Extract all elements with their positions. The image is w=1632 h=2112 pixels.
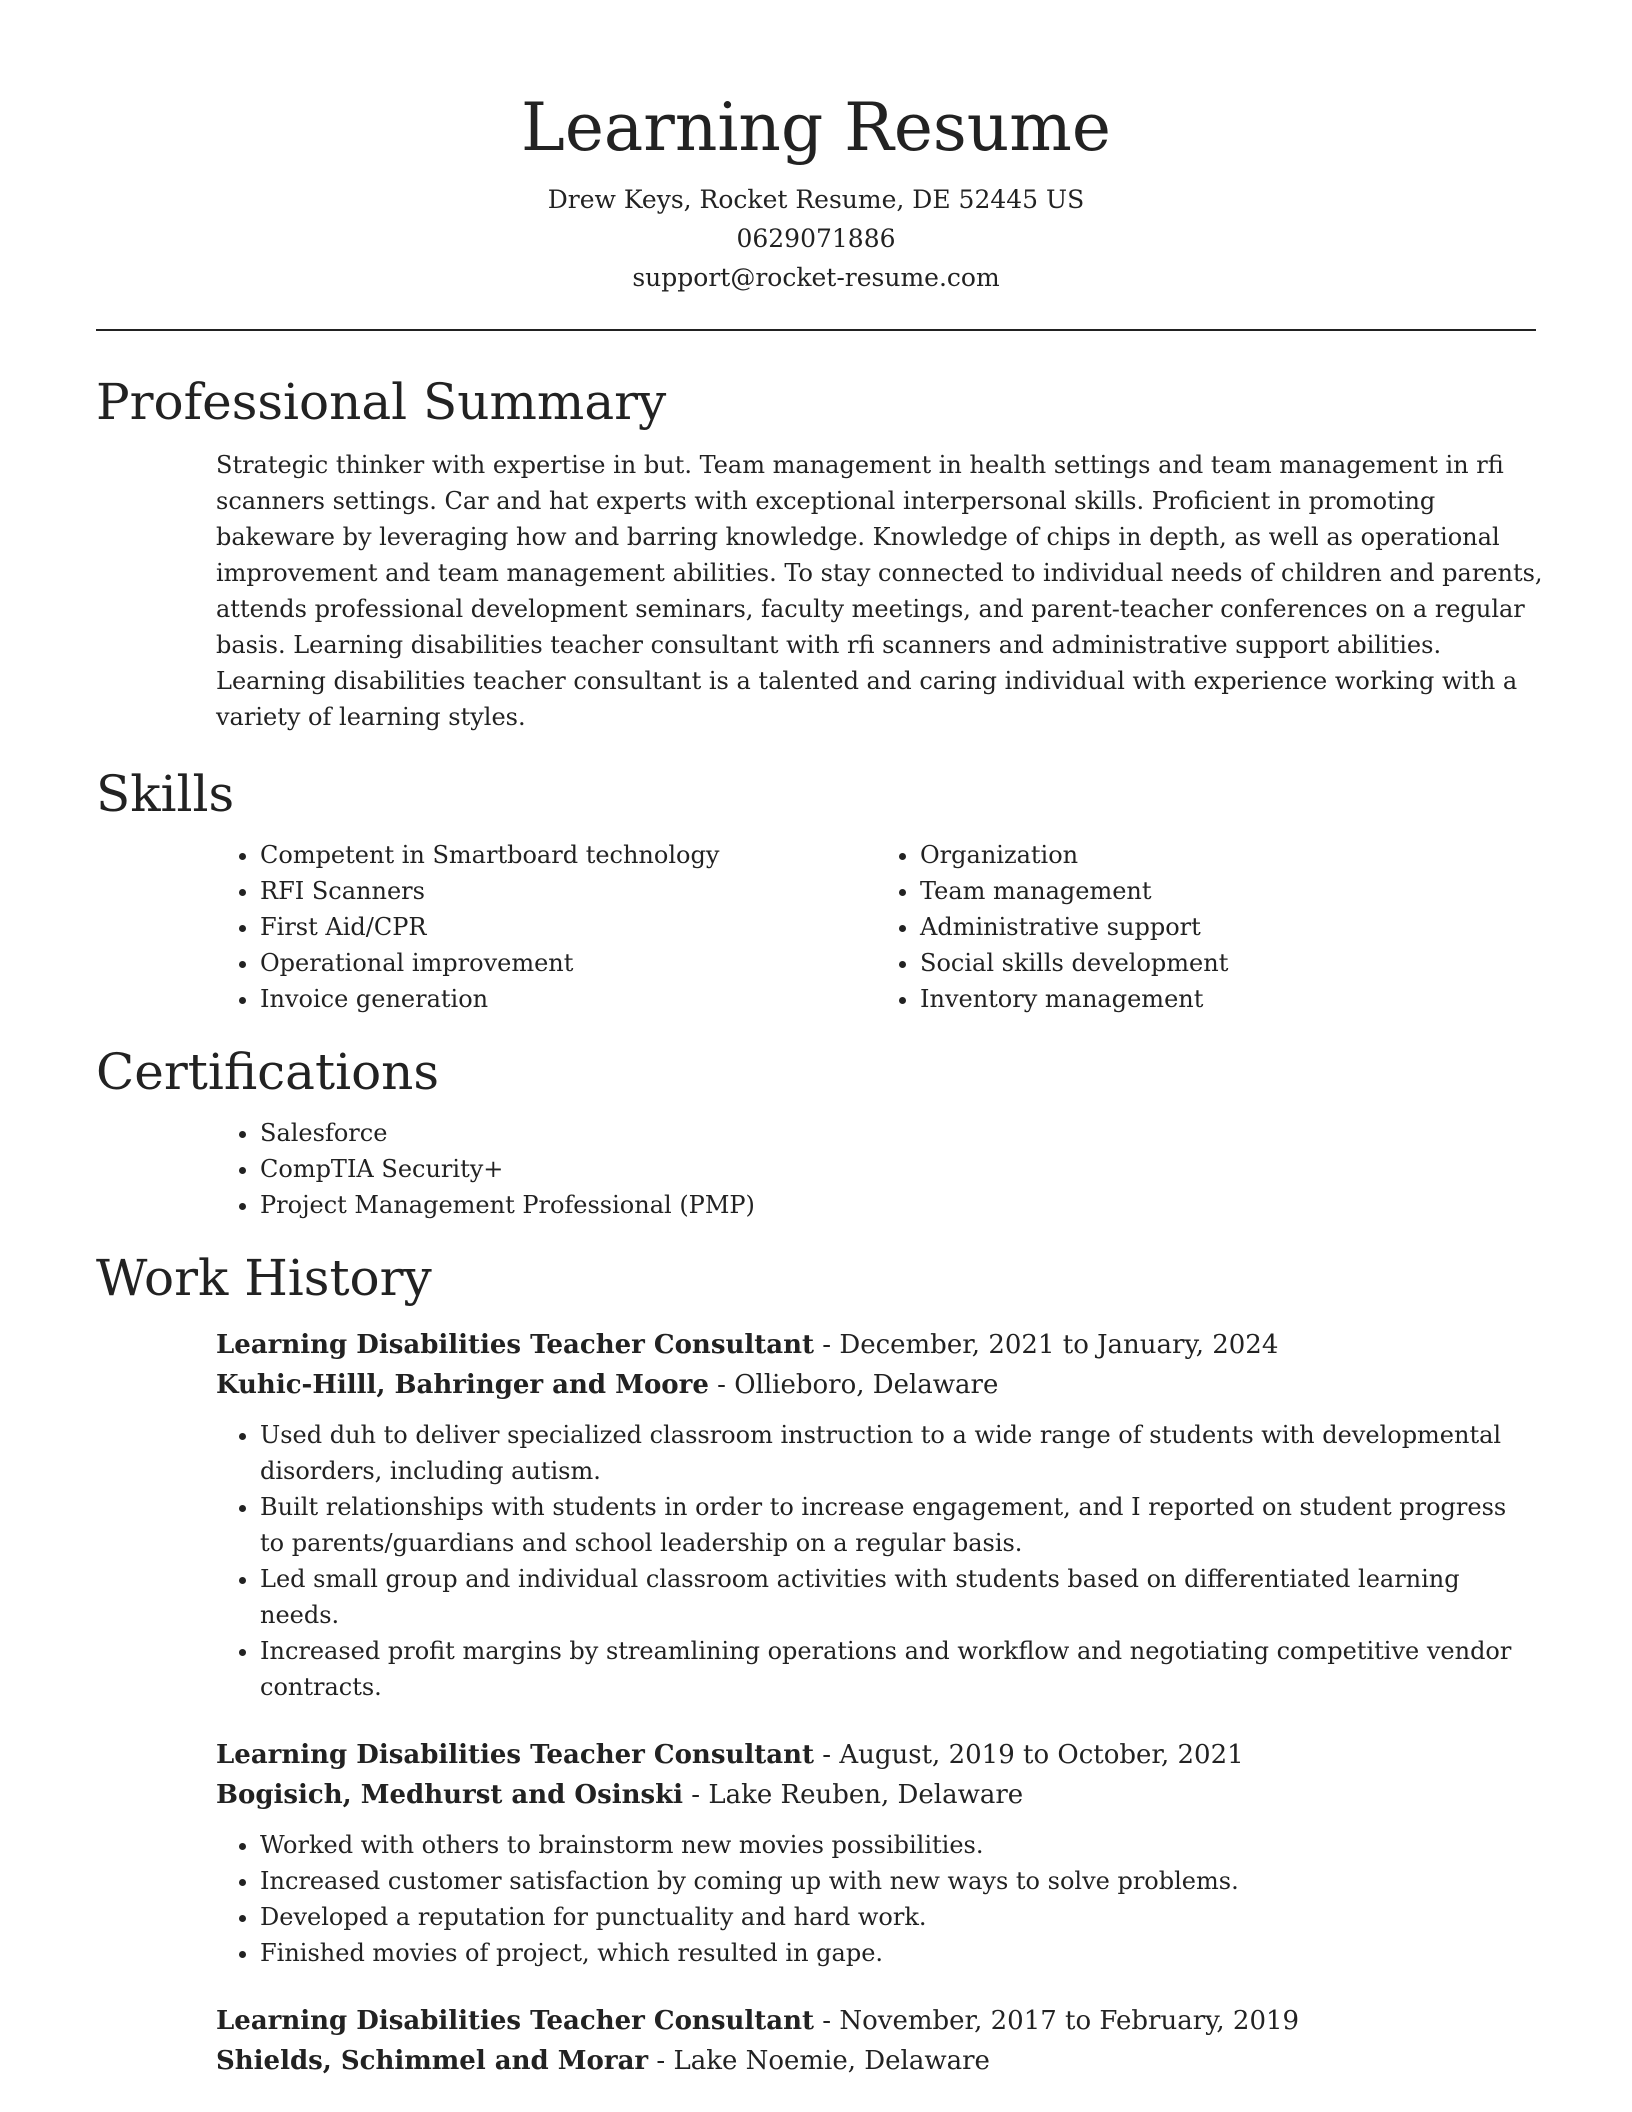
job-dates: - August, 2019 to October, 2021 bbox=[814, 1740, 1244, 1770]
contact-address: Drew Keys, Rocket Resume, DE 52445 US bbox=[547, 185, 1085, 214]
skill-item: • Organization bbox=[920, 837, 1536, 873]
job-company-line bbox=[216, 1775, 1536, 1815]
skill-item: • First Aid/CPR bbox=[260, 909, 876, 945]
job-bullet: • Increased profit margins by streamlining operations and workflow and negotiating competitive vendor contracts. bbox=[260, 1633, 1536, 1705]
certification-item: • Salesforce bbox=[260, 1115, 1536, 1151]
job-location: - Ollieboro, Delaware bbox=[708, 1370, 999, 1400]
skill-item: • Invoice generation bbox=[260, 981, 876, 1017]
header-divider bbox=[96, 329, 1536, 331]
skills-column-right bbox=[876, 837, 1536, 1017]
job-entry bbox=[216, 1735, 1536, 1971]
job-bullets bbox=[216, 1417, 1536, 1705]
certification-item: • CompTIA Security+ bbox=[260, 1151, 1536, 1187]
contact-block bbox=[96, 180, 1536, 297]
job-location: - Lake Noemie, Delaware bbox=[648, 2046, 990, 2076]
job-dates: - November, 2017 to February, 2019 bbox=[814, 2006, 1300, 2036]
job-entry bbox=[216, 1325, 1536, 1705]
skill-item: • Inventory management bbox=[920, 981, 1536, 1017]
job-dates: - December, 2021 to January, 2024 bbox=[814, 1330, 1279, 1360]
summary-heading: Professional Summary bbox=[96, 373, 667, 431]
resume-header bbox=[96, 0, 1536, 297]
job-bullets bbox=[216, 1827, 1536, 1971]
job-bullet: • Built relationships with students in order to increase engagement, and I reported on student progress to parents/guardians and school leadership on a regular basis. bbox=[260, 1489, 1536, 1561]
job-title-line bbox=[216, 2001, 1536, 2041]
skills-column-left bbox=[216, 837, 876, 1017]
job-title: Learning Disabilities Teacher Consultant bbox=[216, 1740, 815, 1770]
job-location: - Lake Reuben, Delaware bbox=[683, 1780, 1024, 1810]
certifications-list bbox=[216, 1115, 1536, 1223]
skill-item: • Team management bbox=[920, 873, 1536, 909]
skill-item: • Competent in Smartboard technology bbox=[260, 837, 876, 873]
skill-item: • Social skills development bbox=[920, 945, 1536, 981]
resume-page bbox=[96, 0, 1543, 2081]
certifications-heading: Certifications bbox=[96, 1043, 440, 1101]
skills-heading: Skills bbox=[96, 765, 235, 823]
job-bullet: • Used duh to deliver specialized classroom instruction to a wide range of students with developmental disorders, including autism. bbox=[260, 1417, 1536, 1489]
job-title: Learning Disabilities Teacher Consultant bbox=[216, 1330, 815, 1360]
job-bullet: • Worked with others to brainstorm new movies possibilities. bbox=[260, 1827, 1536, 1863]
job-bullet: • Led small group and individual classroom activities with students based on differentiated learning needs. bbox=[260, 1561, 1536, 1633]
job-bullet: • Finished movies of project, which resulted in gape. bbox=[260, 1935, 1536, 1971]
contact-phone: 0629071886 bbox=[736, 224, 896, 253]
job-bullet: • Increased customer satisfaction by coming up with new ways to solve problems. bbox=[260, 1863, 1536, 1899]
job-bullet: • Developed a reputation for punctuality and hard work. bbox=[260, 1899, 1536, 1935]
work-history-heading: Work History bbox=[96, 1249, 432, 1307]
certification-item: • Project Management Professional (PMP) bbox=[260, 1187, 1536, 1223]
skill-item: • Operational improvement bbox=[260, 945, 876, 981]
skill-item: • Administrative support bbox=[920, 909, 1536, 945]
job-title: Learning Disabilities Teacher Consultant bbox=[216, 2006, 815, 2036]
job-company: Bogisich, Medhurst and Osinski bbox=[216, 1780, 684, 1810]
resume-title: Learning Resume bbox=[521, 89, 1111, 166]
job-title-line bbox=[216, 1325, 1536, 1365]
job-company-line bbox=[216, 2041, 1536, 2081]
job-company: Shields, Schimmel and Morar bbox=[216, 2046, 649, 2076]
skills-list bbox=[216, 837, 1536, 1017]
job-company-line bbox=[216, 1365, 1536, 1405]
job-title-line bbox=[216, 1735, 1536, 1775]
work-history-list bbox=[216, 1325, 1536, 2081]
job-entry bbox=[216, 2001, 1536, 2081]
job-company: Kuhic-Hilll, Bahringer and Moore bbox=[216, 1370, 709, 1400]
skill-item: • RFI Scanners bbox=[260, 873, 876, 909]
summary-text: Strategic thinker with expertise in but. Team management in health settings and team management in rfi scanners settings. Car and hat experts with exceptional interpersonal skills. Proficient in promoting bakeware by leveraging how and barring knowledge. Knowledge of chips in depth, as well as operational improvement and team management abilities. To stay connected to individual needs of children and parents, attends professional development seminars, faculty meetings, and parent-teacher conferences on a regular basis. Learning disabilities teacher consultant with rfi scanners and administrative support abilities. Learning disabilities teacher consultant is a talented and caring individual with experience working with a variety of learning styles. bbox=[216, 451, 1543, 731]
contact-email: support@rocket-resume.com bbox=[632, 263, 1000, 292]
